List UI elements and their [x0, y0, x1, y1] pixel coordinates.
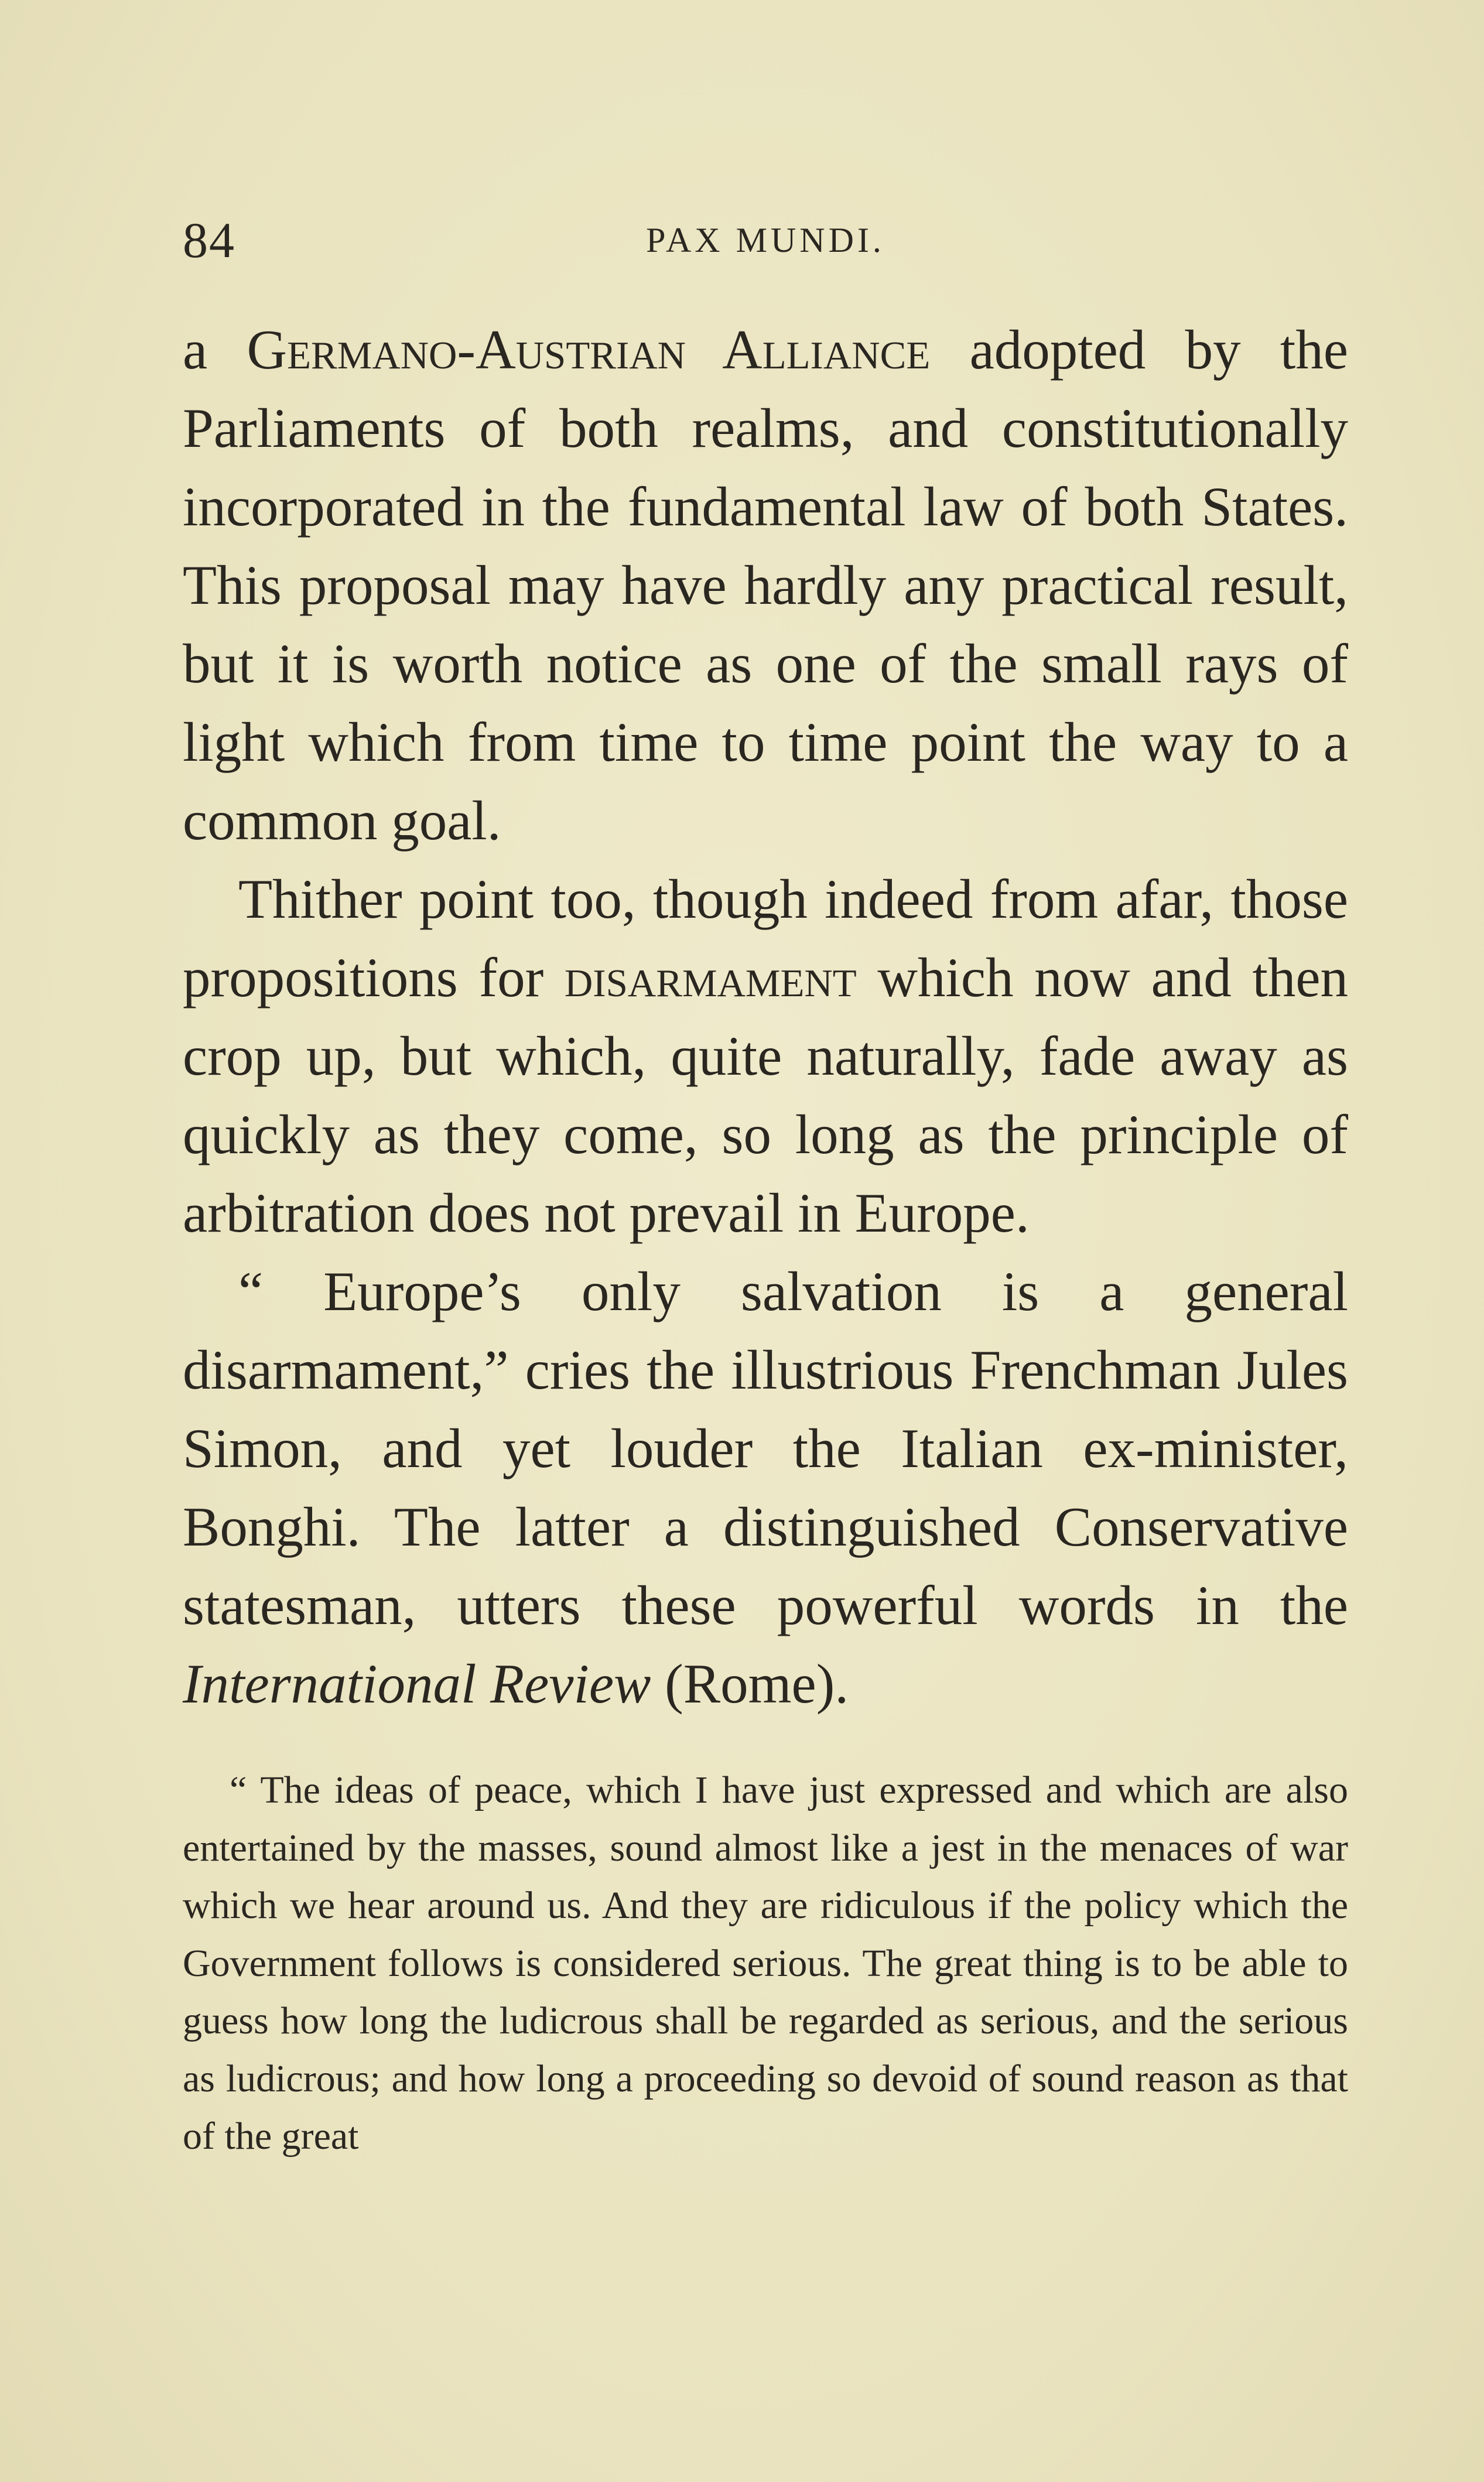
- page-header: [183, 208, 1348, 272]
- paragraph-2-smallcaps: disarmament: [564, 946, 857, 1008]
- paragraph-1-text-b: adopted by the Parliaments of both realms, and constitutionally incorporated in the fundamental law of both States. This proposal may have hardly any practical result, but it is worth notice as one of the small rays of light which from time to time point the way to a common goal.: [183, 319, 1348, 852]
- paragraph-3: [183, 1252, 1348, 1723]
- block-quote-paragraph: “ The ideas of peace, which I have just expressed and which are also entertained by the masses, sound almost like a jest in the menaces of war which we hear around us. And they are ridiculous if the policy which the Government follows is considered serious. The great thing is to be able to guess how long the ludicrous shall be regarded as serious, and the serious as ludicrous; and how long a proceeding so devoid of sound reason as that of the great: [183, 1769, 1348, 2158]
- paragraph-3-text-a: “ Europe’s only salvation is a general disarmament,” cries the illustrious Frenchman Jules Simon, and yet louder the Italian ex-minister, Bonghi. The latter a distinguished Conservative statesman, utters these powerful words in the: [183, 1260, 1348, 1636]
- paragraph-2: [183, 860, 1348, 1252]
- paragraph-1: [183, 310, 1348, 860]
- page-number: 84: [183, 212, 235, 268]
- paragraph-1-text-a: a: [183, 319, 247, 381]
- block-quote: [183, 1762, 1348, 2166]
- paragraph-1-smallcaps: Germano-Austrian Alliance: [247, 319, 931, 381]
- paragraph-3-italic-title: International Review: [183, 1653, 651, 1715]
- paragraph-3-text-b: (Rome).: [651, 1653, 849, 1715]
- paragraph-2-text-b: which now and then crop up, but which, quite naturally, fade away as quickly as they come, so long as the principle of arbitration does not prevail in Europe.: [183, 946, 1349, 1244]
- paragraph-2-text-a: Thither point too, though indeed from afar, those propositions for: [183, 868, 1348, 1008]
- running-head: PAX MUNDI.: [646, 221, 885, 259]
- body-text: [183, 310, 1348, 1723]
